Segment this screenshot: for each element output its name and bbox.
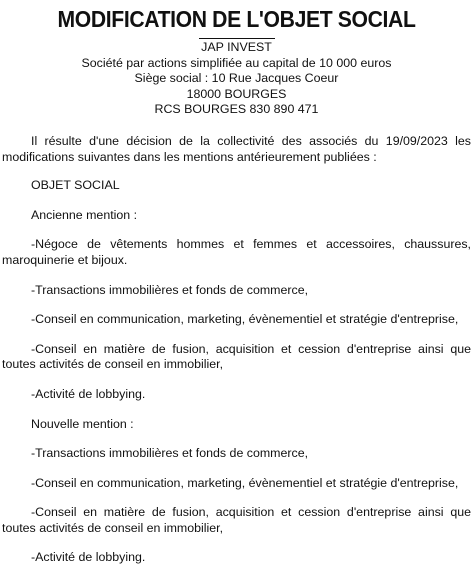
- company-rcs: RCS BOURGES 830 890 471: [154, 102, 319, 117]
- new-mention-item: -Conseil en matière de fusion, acquisition et cession d'entreprise ainsi que toutes activités de conseil en immobilier,: [2, 505, 471, 535]
- new-mention-label: Nouvelle mention :: [31, 416, 134, 431]
- old-mention-item: -Transactions immobilières et fonds de commerce,: [31, 282, 309, 297]
- old-mention-item: -Conseil en matière de fusion, acquisition et cession d'entreprise ainsi que toutes activités de conseil en immobilier,: [2, 341, 471, 372]
- old-mention-item: -Conseil en communication, marketing, évènementiel et stratégie d'entreprise,: [31, 312, 459, 327]
- old-mention-item: -Négoce de vêtements hommes et femmes et accessoires, chaussures, maroquinerie et bijoux.: [2, 237, 471, 267]
- company-name: JAP INVEST: [201, 40, 272, 54]
- new-mention-item: -Conseil en communication, marketing, évènementiel et stratégie d'entreprise,: [31, 475, 459, 490]
- new-mention-item: -Transactions immobilières et fonds de commerce,: [31, 446, 309, 461]
- notice-title: MODIFICATION DE L'OBJET SOCIAL: [57, 6, 416, 32]
- old-mention-label: Ancienne mention :: [31, 207, 138, 222]
- company-postal-city: 18000 BOURGES: [186, 86, 287, 101]
- company-legal-form: Société par actions simplifiée au capital de 10 000 euros: [81, 55, 392, 70]
- title-divider: [199, 38, 275, 39]
- company-header: [2, 40, 471, 118]
- new-mention-item: -Activité de lobbying.: [31, 550, 146, 565]
- section-heading: OBJET SOCIAL: [31, 178, 120, 193]
- old-mention-item: -Activité de lobbying.: [31, 386, 146, 401]
- company-seat: Siège social : 10 Rue Jacques Coeur: [134, 71, 339, 86]
- intro-paragraph: Il résulte d'une décision de la collectivité des associés du 19/09/2023 les modifications suivantes dans les mentions antérieurement publiées :: [2, 133, 471, 164]
